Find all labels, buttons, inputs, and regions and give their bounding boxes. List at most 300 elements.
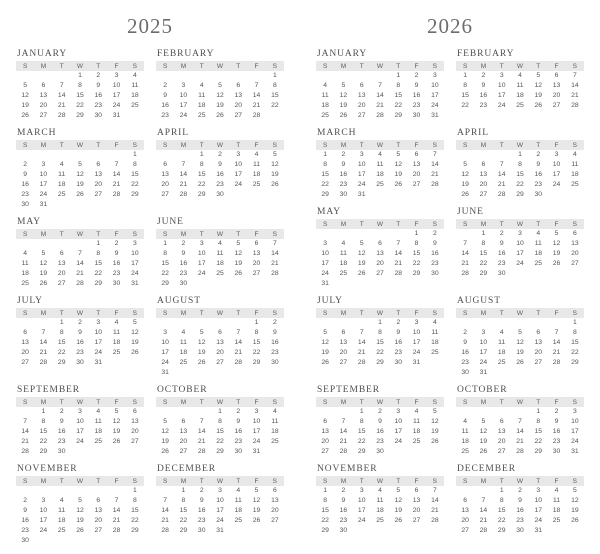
day-cell: 12 — [571, 497, 579, 504]
week-row — [16, 526, 144, 536]
day-cell: 27 — [161, 191, 169, 198]
day-cell: 8 — [359, 418, 364, 425]
weekday-header: S — [456, 308, 474, 318]
day-cell: 4 — [181, 329, 186, 336]
week-row — [16, 170, 144, 180]
weekday-header: S — [566, 397, 584, 407]
day-cell: 26 — [197, 359, 206, 366]
weekday-header: S — [316, 397, 334, 407]
day-cell-empty — [53, 150, 71, 160]
day-cell: 25 — [321, 112, 329, 119]
weekday-header: F — [547, 61, 565, 71]
day-cell-empty — [156, 71, 174, 81]
day-cell: 30 — [339, 527, 348, 534]
week-row — [456, 269, 584, 279]
weekday-header: M — [174, 61, 192, 71]
month-block — [10, 217, 150, 296]
day-cell: 11 — [113, 329, 121, 336]
day-cell: 17 — [412, 339, 421, 346]
day-cell: 27 — [234, 112, 243, 119]
month-table — [316, 61, 444, 121]
day-cell: 19 — [76, 517, 84, 524]
week-row — [456, 71, 584, 81]
week-row — [156, 170, 284, 180]
day-cell: 8 — [132, 161, 137, 168]
week-row — [16, 81, 144, 91]
day-cell-empty — [229, 190, 247, 200]
day-cell: 14 — [39, 339, 48, 346]
month-name: OCTOBER — [157, 385, 208, 395]
week-row — [456, 229, 584, 239]
week-row — [456, 259, 584, 269]
day-cell: 30 — [552, 448, 561, 455]
day-cell: 21 — [461, 260, 469, 267]
day-cell: 28 — [39, 359, 48, 366]
day-cell: 3 — [218, 487, 222, 494]
week-row — [16, 259, 144, 269]
weekday-header: T — [89, 229, 107, 239]
month-block — [310, 464, 450, 543]
week-row — [156, 190, 284, 200]
day-cell: 3 — [396, 408, 401, 415]
day-cell: 21 — [376, 102, 384, 109]
day-cell: 12 — [252, 497, 261, 504]
day-cell-empty — [126, 200, 144, 210]
day-cell: 19 — [112, 428, 121, 435]
day-cell: 2 — [272, 319, 277, 326]
day-cell-empty — [107, 150, 125, 160]
week-row — [316, 170, 444, 180]
day-cell-empty — [107, 358, 125, 368]
month-block — [150, 49, 290, 128]
week-row — [456, 496, 584, 506]
day-cell: 14 — [21, 428, 29, 435]
weekday-header: S — [426, 219, 444, 229]
weekday-header: S — [16, 61, 34, 71]
day-cell-empty — [89, 536, 107, 546]
day-cell: 1 — [132, 487, 137, 494]
day-cell: 13 — [161, 171, 169, 178]
day-cell: 24 — [197, 270, 206, 277]
day-cell: 31 — [412, 359, 421, 366]
month-block — [10, 49, 150, 128]
week-row — [156, 368, 284, 378]
weekday-header: F — [407, 308, 425, 318]
day-cell: 27 — [252, 270, 261, 277]
day-cell: 22 — [394, 102, 403, 109]
day-cell-empty — [547, 368, 565, 378]
weekday-header: W — [211, 308, 229, 318]
weekday-header: S — [566, 219, 584, 229]
weekday-header: W — [371, 476, 389, 486]
day-cell: 10 — [534, 497, 543, 504]
week-row — [156, 328, 284, 338]
weekday-header: T — [529, 476, 547, 486]
day-cell: 6 — [378, 240, 382, 247]
day-cell: 23 — [21, 527, 29, 534]
day-cell: 11 — [376, 497, 384, 504]
day-cell: 18 — [94, 428, 103, 435]
day-cell: 20 — [94, 181, 103, 188]
day-cell: 29 — [76, 112, 84, 119]
day-cell: 9 — [341, 161, 346, 168]
month-name: MAY — [317, 207, 341, 217]
day-cell: 1 — [359, 408, 364, 415]
weekday-header-row — [16, 229, 144, 239]
day-cell: 17 — [497, 92, 506, 99]
day-cell: 4 — [378, 487, 382, 494]
day-cell: 23 — [552, 438, 561, 445]
day-cell: 22 — [461, 102, 469, 109]
month-name: NOVEMBER — [317, 464, 378, 474]
day-cell: 28 — [552, 359, 561, 366]
day-cell: 8 — [323, 497, 328, 504]
day-cell: 1 — [254, 319, 259, 326]
day-cell: 1 — [396, 72, 401, 79]
day-cell: 10 — [321, 250, 329, 257]
day-cell: 15 — [497, 507, 506, 514]
week-row — [16, 417, 144, 427]
weekday-header: F — [247, 308, 265, 318]
day-cell: 26 — [461, 191, 469, 198]
day-cell: 23 — [376, 438, 384, 445]
weekday-header: T — [529, 308, 547, 318]
day-cell: 24 — [431, 102, 439, 109]
day-cell: 30 — [376, 448, 384, 455]
day-cell: 25 — [339, 270, 348, 277]
day-cell: 9 — [554, 418, 559, 425]
day-cell: 1 — [572, 319, 577, 326]
month-table — [316, 140, 444, 200]
day-cell-empty — [316, 318, 334, 328]
day-cell-empty — [156, 407, 174, 417]
day-cell: 4 — [59, 161, 64, 168]
day-cell: 18 — [21, 270, 29, 277]
day-cell: 27 — [131, 438, 139, 445]
day-cell: 13 — [131, 418, 139, 425]
day-cell: 8 — [396, 82, 401, 89]
day-cell: 15 — [479, 250, 488, 257]
day-cell: 2 — [341, 151, 346, 158]
day-cell: 21 — [179, 181, 188, 188]
day-cell: 1 — [163, 240, 168, 247]
day-cell: 17 — [197, 260, 206, 267]
month-block — [150, 217, 290, 296]
day-cell: 25 — [376, 517, 384, 524]
day-cell: 4 — [378, 151, 382, 158]
day-cell: 31 — [252, 448, 261, 455]
day-cell: 31 — [571, 448, 579, 455]
week-row — [456, 170, 584, 180]
week-row — [316, 486, 444, 496]
day-cell: 13 — [534, 339, 543, 346]
day-cell: 14 — [357, 339, 366, 346]
day-cell: 3 — [323, 240, 328, 247]
day-cell: 25 — [57, 191, 66, 198]
day-cell: 18 — [431, 339, 439, 346]
weekday-header: S — [426, 61, 444, 71]
day-cell: 11 — [58, 507, 66, 514]
day-cell: 23 — [497, 260, 506, 267]
day-cell-empty — [266, 526, 284, 536]
day-cell: 7 — [114, 497, 119, 504]
day-cell: 3 — [572, 408, 577, 415]
day-cell: 9 — [414, 82, 419, 89]
day-cell: 23 — [76, 349, 84, 356]
day-cell: 8 — [163, 250, 168, 257]
day-cell: 15 — [516, 171, 524, 178]
day-cell: 14 — [234, 339, 243, 346]
month-table — [456, 61, 584, 111]
day-cell: 11 — [58, 171, 66, 178]
day-cell: 26 — [394, 517, 403, 524]
day-cell: 22 — [161, 270, 169, 277]
weekday-header: W — [371, 140, 389, 150]
day-cell-empty — [16, 318, 34, 328]
week-row — [156, 180, 284, 190]
year-title: 2026 — [427, 14, 473, 38]
day-cell: 21 — [516, 438, 524, 445]
day-cell-empty — [334, 229, 352, 239]
day-cell: 18 — [321, 102, 329, 109]
day-cell: 1 — [323, 151, 328, 158]
day-cell-empty — [493, 368, 511, 378]
day-cell: 15 — [131, 507, 139, 514]
day-cell: 3 — [41, 161, 46, 168]
day-cell: 13 — [412, 161, 421, 168]
month-name: JULY — [17, 296, 43, 306]
day-cell-empty — [389, 526, 407, 536]
day-cell: 29 — [131, 527, 139, 534]
day-cell: 5 — [323, 329, 328, 336]
day-cell: 2 — [554, 408, 559, 415]
day-cell: 6 — [359, 82, 364, 89]
day-cell: 2 — [218, 151, 222, 158]
day-cell: 24 — [161, 359, 169, 366]
week-row — [16, 516, 144, 526]
day-cell: 4 — [414, 408, 419, 415]
day-cell: 16 — [497, 250, 506, 257]
day-cell: 30 — [21, 201, 29, 208]
month-table — [156, 61, 284, 121]
day-cell: 4 — [341, 240, 346, 247]
day-cell: 31 — [479, 369, 488, 376]
day-cell: 7 — [432, 151, 437, 158]
day-cell: 15 — [179, 507, 188, 514]
day-cell: 30 — [76, 359, 84, 366]
day-cell: 28 — [394, 270, 403, 277]
day-cell: 25 — [534, 260, 543, 267]
day-cell: 19 — [394, 171, 403, 178]
day-cell: 7 — [432, 487, 437, 494]
day-cell: 20 — [271, 507, 279, 514]
month-table — [16, 397, 144, 457]
weekday-header: S — [456, 219, 474, 229]
day-cell: 30 — [179, 280, 188, 287]
day-cell: 22 — [497, 517, 506, 524]
day-cell: 10 — [357, 161, 366, 168]
month-name: SEPTEMBER — [17, 385, 80, 395]
day-cell: 10 — [131, 250, 139, 257]
day-cell: 10 — [94, 329, 103, 336]
weekday-header-row — [156, 140, 284, 150]
day-cell: 22 — [252, 349, 261, 356]
day-cell: 9 — [378, 418, 382, 425]
day-cell: 6 — [463, 497, 468, 504]
weekday-header: M — [334, 61, 352, 71]
day-cell-empty — [493, 407, 511, 417]
week-row — [316, 437, 444, 447]
day-cell: 4 — [254, 151, 259, 158]
day-cell: 5 — [236, 240, 241, 247]
day-cell-empty — [456, 150, 474, 160]
day-cell: 8 — [536, 418, 541, 425]
day-cell: 7 — [359, 329, 364, 336]
weekday-header-row — [16, 476, 144, 486]
day-cell: 23 — [431, 260, 439, 267]
weekday-header: F — [107, 476, 125, 486]
day-cell: 15 — [376, 339, 384, 346]
week-row — [16, 111, 144, 121]
day-cell: 20 — [234, 102, 243, 109]
month-name: OCTOBER — [457, 385, 508, 395]
week-row — [16, 338, 144, 348]
day-cell: 11 — [131, 82, 139, 89]
day-cell-empty — [247, 71, 265, 81]
day-cell: 2 — [481, 72, 486, 79]
day-cell: 7 — [23, 418, 28, 425]
day-cell: 28 — [76, 280, 84, 287]
weekday-header-row — [156, 308, 284, 318]
week-row — [16, 447, 144, 457]
day-cell: 4 — [572, 151, 577, 158]
day-cell: 27 — [94, 191, 103, 198]
day-cell: 21 — [39, 349, 48, 356]
day-cell-empty — [266, 447, 284, 457]
day-cell: 11 — [321, 92, 329, 99]
day-cell-empty — [334, 279, 352, 289]
weekday-header: M — [34, 397, 52, 407]
day-cell-empty — [247, 526, 265, 536]
day-cell: 2 — [463, 329, 468, 336]
day-cell: 15 — [271, 92, 279, 99]
day-cell: 17 — [534, 507, 543, 514]
weekday-header-row — [316, 219, 444, 229]
day-cell: 21 — [252, 102, 261, 109]
day-cell: 4 — [96, 408, 101, 415]
day-cell-empty — [316, 229, 334, 239]
day-cell-empty — [474, 486, 492, 496]
day-cell: 20 — [179, 438, 188, 445]
weekday-header: W — [211, 476, 229, 486]
day-cell: 5 — [132, 319, 137, 326]
day-cell: 26 — [271, 181, 279, 188]
day-cell: 27 — [339, 359, 348, 366]
week-row — [156, 81, 284, 91]
day-cell: 17 — [431, 92, 439, 99]
weekday-header: T — [53, 397, 71, 407]
day-cell: 28 — [161, 527, 169, 534]
weekday-header: T — [193, 229, 211, 239]
day-cell-empty — [16, 407, 34, 417]
day-cell: 22 — [179, 517, 188, 524]
day-cell: 10 — [179, 92, 188, 99]
week-row — [316, 71, 444, 81]
day-cell-empty — [389, 447, 407, 457]
day-cell-empty — [71, 150, 89, 160]
day-cell: 15 — [161, 260, 169, 267]
day-cell: 1 — [181, 487, 186, 494]
weekday-header: M — [174, 397, 192, 407]
day-cell: 26 — [339, 112, 348, 119]
day-cell-empty — [211, 368, 229, 378]
day-cell: 8 — [572, 329, 577, 336]
day-cell: 17 — [571, 428, 579, 435]
day-cell: 5 — [163, 418, 168, 425]
week-row — [156, 239, 284, 249]
weekday-header: W — [371, 308, 389, 318]
day-cell: 5 — [114, 408, 119, 415]
month-block — [310, 207, 450, 296]
weekday-header: S — [156, 308, 174, 318]
weekday-header: M — [334, 308, 352, 318]
day-cell: 16 — [431, 250, 439, 257]
day-cell: 6 — [181, 418, 186, 425]
day-cell: 7 — [341, 418, 346, 425]
day-cell: 5 — [518, 329, 522, 336]
day-cell: 21 — [271, 260, 279, 267]
day-cell: 22 — [94, 270, 103, 277]
day-cell: 17 — [552, 171, 561, 178]
day-cell: 1 — [218, 408, 222, 415]
week-row — [316, 239, 444, 249]
day-cell: 5 — [199, 329, 204, 336]
day-cell: 2 — [536, 151, 541, 158]
weekday-header: M — [174, 476, 192, 486]
day-cell: 24 — [412, 349, 421, 356]
day-cell: 25 — [216, 270, 224, 277]
day-cell: 12 — [339, 92, 348, 99]
day-cell: 28 — [571, 102, 579, 109]
weekday-header: T — [229, 61, 247, 71]
week-row — [16, 101, 144, 111]
week-row — [156, 318, 284, 328]
week-row — [316, 328, 444, 338]
day-cell: 22 — [216, 438, 224, 445]
day-cell: 22 — [376, 349, 384, 356]
day-cell: 23 — [112, 270, 121, 277]
day-cell: 21 — [21, 438, 29, 445]
day-cell: 2 — [114, 240, 119, 247]
weekday-header: T — [229, 308, 247, 318]
day-cell: 19 — [39, 270, 48, 277]
weekday-header-row — [16, 61, 144, 71]
week-row — [456, 81, 584, 91]
day-cell: 2 — [23, 161, 28, 168]
day-cell: 29 — [534, 448, 543, 455]
day-cell: 12 — [21, 92, 29, 99]
day-cell: 21 — [197, 438, 206, 445]
day-cell: 26 — [394, 181, 403, 188]
weekday-header-row — [456, 219, 584, 229]
weekday-header: S — [126, 397, 144, 407]
weekday-header: T — [493, 140, 511, 150]
day-cell: 20 — [339, 349, 348, 356]
day-cell: 10 — [571, 418, 579, 425]
month-block — [310, 128, 450, 207]
day-cell-empty — [34, 318, 52, 328]
day-cell: 6 — [218, 329, 222, 336]
